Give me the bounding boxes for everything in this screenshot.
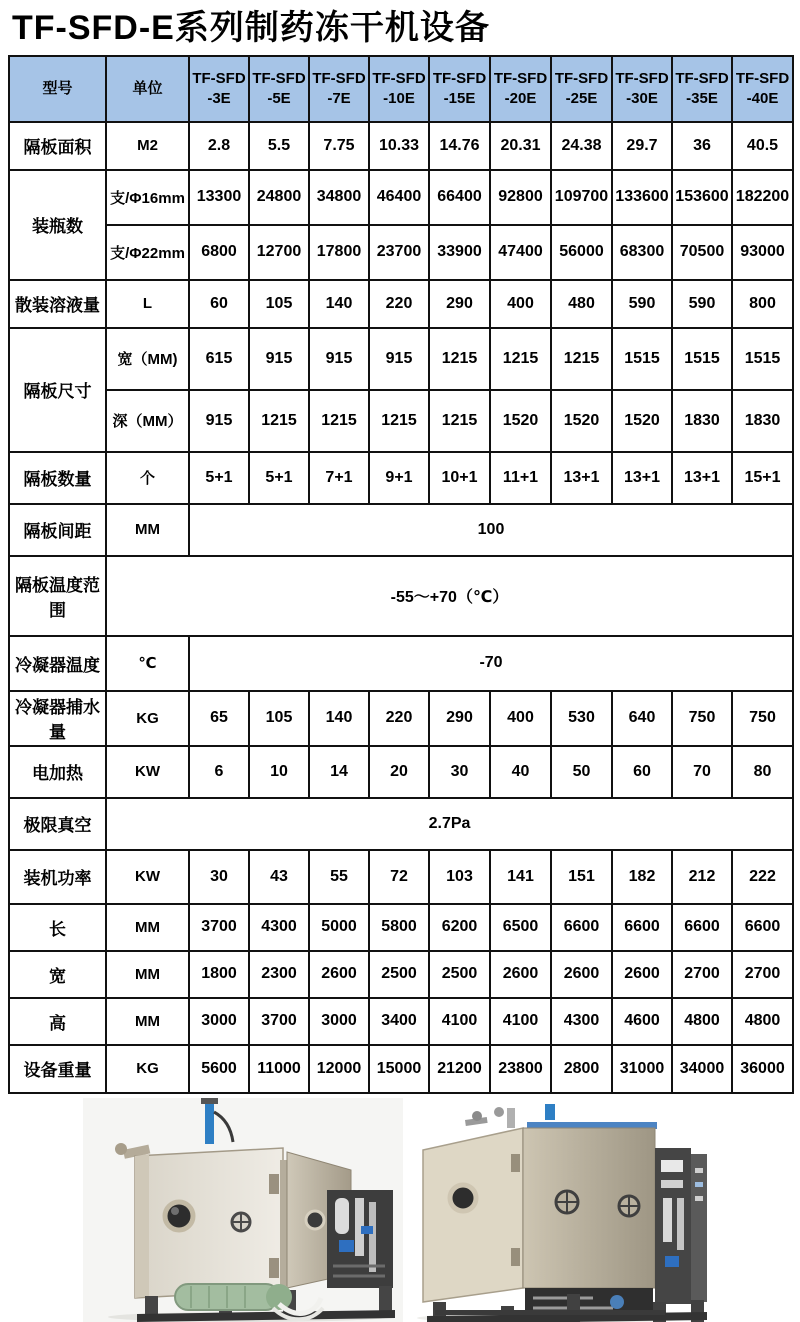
value-cell: 182 — [612, 850, 672, 904]
model-header-cell — [369, 56, 429, 122]
table-row — [9, 636, 793, 691]
value-cell: 2600 — [309, 951, 369, 998]
unit-cell: 个 — [106, 452, 189, 504]
value-cell: 640 — [612, 691, 672, 746]
page-title: TF-SFD-E系列制药冻干机设备 — [12, 9, 490, 47]
value-cell: 141 — [490, 850, 551, 904]
table-row — [9, 798, 793, 850]
value-cell: 10 — [249, 746, 309, 798]
value-cell: 7.75 — [309, 122, 369, 170]
value-cell: 93000 — [732, 225, 793, 280]
value-cell: 109700 — [551, 170, 612, 225]
row-label-cell: 极限真空 — [9, 798, 106, 850]
row-label-cell: 散装溶液量 — [9, 280, 106, 328]
model-suffix: -25E — [565, 89, 598, 107]
table-row — [9, 452, 793, 504]
unit-cell: MM — [106, 904, 189, 951]
unit-cell: MM — [106, 504, 189, 556]
unit-column-header: 单位 — [106, 56, 189, 122]
value-cell: 17800 — [309, 225, 369, 280]
value-cell: 34000 — [672, 1045, 732, 1093]
model-prefix: TF-SFD — [252, 69, 306, 87]
value-cell: 34800 — [309, 170, 369, 225]
value-cell: 1520 — [490, 390, 551, 452]
value-cell: 3000 — [189, 998, 249, 1045]
value-cell: 55 — [309, 850, 369, 904]
product-photos — [0, 1096, 800, 1322]
freeze-dryer-photo-right — [407, 1098, 717, 1322]
unit-cell: 宽（MM) — [106, 328, 189, 390]
model-suffix: -3E — [207, 89, 231, 107]
value-cell: 31000 — [612, 1045, 672, 1093]
value-cell: 4800 — [732, 998, 793, 1045]
value-cell: 20 — [369, 746, 429, 798]
value-cell: 140 — [309, 280, 369, 328]
row-label-cell: 隔板间距 — [9, 504, 106, 556]
value-cell: 5600 — [189, 1045, 249, 1093]
value-cell: 1215 — [490, 328, 551, 390]
value-cell: 2300 — [249, 951, 309, 998]
value-cell: 29.7 — [612, 122, 672, 170]
value-cell: 30 — [189, 850, 249, 904]
table-row — [9, 390, 793, 452]
value-cell: 590 — [612, 280, 672, 328]
value-cell: 290 — [429, 691, 490, 746]
merged-value-cell: 100 — [189, 504, 793, 556]
spec-table-body — [9, 122, 793, 1093]
value-cell: 4800 — [672, 998, 732, 1045]
value-cell: 222 — [732, 850, 793, 904]
model-prefix: TF-SFD — [192, 69, 246, 87]
model-suffix: -35E — [686, 89, 718, 107]
model-prefix: TF-SFD — [735, 69, 790, 87]
control-cabinet — [691, 1154, 707, 1302]
value-cell: 47400 — [490, 225, 551, 280]
row-label-cell: 装瓶数 — [9, 170, 106, 280]
value-cell: 750 — [672, 691, 732, 746]
value-cell: 2600 — [551, 951, 612, 998]
value-cell: 46400 — [369, 170, 429, 225]
value-cell: 72 — [369, 850, 429, 904]
value-cell: 36 — [672, 122, 732, 170]
value-cell: 5800 — [369, 904, 429, 951]
unit-cell: 支/Φ16mm — [106, 170, 189, 225]
value-cell: 290 — [429, 280, 490, 328]
unit-cell: M2 — [106, 122, 189, 170]
value-cell: 66400 — [429, 170, 490, 225]
value-cell: 92800 — [490, 170, 551, 225]
value-cell: 2.8 — [189, 122, 249, 170]
unit-cell: ℃ — [106, 636, 189, 691]
unit-cell: MM — [106, 951, 189, 998]
value-cell: 20.31 — [490, 122, 551, 170]
model-header-cell — [490, 56, 551, 122]
table-row — [9, 122, 793, 170]
value-cell: 6600 — [672, 904, 732, 951]
value-cell: 30 — [429, 746, 490, 798]
value-cell: 3700 — [189, 904, 249, 951]
value-cell: 1515 — [672, 328, 732, 390]
model-header-cell — [429, 56, 490, 122]
value-cell: 5+1 — [249, 452, 309, 504]
value-cell: 33900 — [429, 225, 490, 280]
value-cell: 10.33 — [369, 122, 429, 170]
value-cell: 70 — [672, 746, 732, 798]
value-cell: 12700 — [249, 225, 309, 280]
value-cell: 3000 — [309, 998, 369, 1045]
value-cell: 2600 — [612, 951, 672, 998]
value-cell: 1800 — [189, 951, 249, 998]
value-cell: 15+1 — [732, 452, 793, 504]
value-cell: 43 — [249, 850, 309, 904]
value-cell: 4100 — [429, 998, 490, 1045]
row-label-cell: 隔板尺寸 — [9, 328, 106, 452]
value-cell: 13+1 — [551, 452, 612, 504]
model-prefix: TF-SFD — [372, 69, 426, 87]
value-cell: 140 — [309, 691, 369, 746]
value-cell: 24800 — [249, 170, 309, 225]
model-prefix: TF-SFD — [312, 69, 366, 87]
porthole-window — [450, 1185, 476, 1211]
value-cell: 13+1 — [612, 452, 672, 504]
value-cell: 105 — [249, 280, 309, 328]
row-label-cell: 冷凝器捕水量 — [9, 691, 106, 746]
model-header-cell — [551, 56, 612, 122]
table-row — [9, 504, 793, 556]
value-cell: 6 — [189, 746, 249, 798]
value-cell: 530 — [551, 691, 612, 746]
row-label-cell: 高 — [9, 998, 106, 1045]
value-cell: 50 — [551, 746, 612, 798]
table-row — [9, 280, 793, 328]
model-header-cell — [672, 56, 732, 122]
value-cell: 6600 — [612, 904, 672, 951]
model-suffix: -10E — [383, 89, 415, 107]
model-suffix: -40E — [746, 89, 779, 107]
value-cell: 1215 — [309, 390, 369, 452]
merged-value-cell: 2.7Pa — [106, 798, 793, 850]
value-cell: 1215 — [429, 390, 490, 452]
value-cell: 915 — [189, 390, 249, 452]
value-cell: 400 — [490, 280, 551, 328]
unit-cell: KG — [106, 1045, 189, 1093]
value-cell: 7+1 — [309, 452, 369, 504]
value-cell: 220 — [369, 691, 429, 746]
value-cell: 3700 — [249, 998, 309, 1045]
table-row — [9, 1045, 793, 1093]
model-prefix: TF-SFD — [615, 69, 669, 87]
value-cell: 103 — [429, 850, 490, 904]
value-cell: 480 — [551, 280, 612, 328]
model-prefix: TF-SFD — [675, 69, 729, 87]
row-label-cell: 长 — [9, 904, 106, 951]
table-row — [9, 951, 793, 998]
unit-cell: 深（MM） — [106, 390, 189, 452]
value-cell: 13+1 — [672, 452, 732, 504]
value-cell: 2700 — [672, 951, 732, 998]
row-label-cell: 隔板面积 — [9, 122, 106, 170]
unit-cell: MM — [106, 998, 189, 1045]
value-cell: 1830 — [732, 390, 793, 452]
table-row — [9, 225, 793, 280]
value-cell: 1215 — [551, 328, 612, 390]
vacuum-pipe — [205, 1100, 214, 1144]
value-cell: 5.5 — [249, 122, 309, 170]
spec-table-header — [9, 56, 793, 122]
model-header-cell — [612, 56, 672, 122]
value-cell: 1215 — [369, 390, 429, 452]
value-cell: 11000 — [249, 1045, 309, 1093]
value-cell: 151 — [551, 850, 612, 904]
merged-value-cell: -55～+70（℃） — [106, 556, 793, 636]
value-cell: 153600 — [672, 170, 732, 225]
porthole-window — [165, 1202, 193, 1230]
value-cell: 182200 — [732, 170, 793, 225]
model-prefix: TF-SFD — [493, 69, 548, 87]
value-cell: 4100 — [490, 998, 551, 1045]
value-cell: 915 — [249, 328, 309, 390]
value-cell: 60 — [612, 746, 672, 798]
value-cell: 400 — [490, 691, 551, 746]
value-cell: 1515 — [612, 328, 672, 390]
value-cell: 6500 — [490, 904, 551, 951]
model-suffix: -7E — [327, 89, 351, 107]
value-cell: 615 — [189, 328, 249, 390]
value-cell: 1830 — [672, 390, 732, 452]
value-cell: 4300 — [551, 998, 612, 1045]
table-row — [9, 328, 793, 390]
value-cell: 11+1 — [490, 452, 551, 504]
unit-cell: KG — [106, 691, 189, 746]
value-cell: 60 — [189, 280, 249, 328]
merged-value-cell: -70 — [189, 636, 793, 691]
value-cell: 1520 — [612, 390, 672, 452]
value-cell: 40.5 — [732, 122, 793, 170]
value-cell: 13300 — [189, 170, 249, 225]
value-cell: 800 — [732, 280, 793, 328]
value-cell: 80 — [732, 746, 793, 798]
value-cell: 21200 — [429, 1045, 490, 1093]
row-label-cell: 装机功率 — [9, 850, 106, 904]
value-cell: 23700 — [369, 225, 429, 280]
value-cell: 1520 — [551, 390, 612, 452]
table-row — [9, 746, 793, 798]
value-cell: 24.38 — [551, 122, 612, 170]
spec-table — [8, 55, 794, 1094]
value-cell: 133600 — [612, 170, 672, 225]
model-prefix: TF-SFD — [554, 69, 609, 87]
table-row — [9, 850, 793, 904]
value-cell: 6600 — [732, 904, 793, 951]
value-cell: 2600 — [490, 951, 551, 998]
value-cell: 220 — [369, 280, 429, 328]
chamber-door — [423, 1128, 523, 1302]
value-cell: 36000 — [732, 1045, 793, 1093]
value-cell: 70500 — [672, 225, 732, 280]
value-cell: 65 — [189, 691, 249, 746]
row-label-cell: 电加热 — [9, 746, 106, 798]
value-cell: 6800 — [189, 225, 249, 280]
model-header-cell — [732, 56, 793, 122]
unit-cell: 支/Φ22mm — [106, 225, 189, 280]
table-row — [9, 170, 793, 225]
value-cell: 3400 — [369, 998, 429, 1045]
value-cell: 4300 — [249, 904, 309, 951]
value-cell: 105 — [249, 691, 309, 746]
value-cell: 915 — [369, 328, 429, 390]
value-cell: 10+1 — [429, 452, 490, 504]
value-cell: 1515 — [732, 328, 793, 390]
value-cell: 6600 — [551, 904, 612, 951]
value-cell: 750 — [732, 691, 793, 746]
value-cell: 56000 — [551, 225, 612, 280]
table-row — [9, 998, 793, 1045]
row-label-cell: 宽 — [9, 951, 106, 998]
vacuum-pipe — [545, 1104, 555, 1120]
value-cell: 2800 — [551, 1045, 612, 1093]
unit-cell: KW — [106, 746, 189, 798]
value-cell: 14 — [309, 746, 369, 798]
model-suffix: -20E — [504, 89, 537, 107]
unit-cell: L — [106, 280, 189, 328]
model-suffix: -5E — [267, 89, 291, 107]
row-label-cell: 隔板数量 — [9, 452, 106, 504]
value-cell: 2700 — [732, 951, 793, 998]
value-cell: 5+1 — [189, 452, 249, 504]
unit-cell: KW — [106, 850, 189, 904]
header-row — [9, 56, 793, 122]
value-cell: 590 — [672, 280, 732, 328]
value-cell: 212 — [672, 850, 732, 904]
value-cell: 1215 — [429, 328, 490, 390]
value-cell: 12000 — [309, 1045, 369, 1093]
model-suffix: -15E — [443, 89, 476, 107]
value-cell: 14.76 — [429, 122, 490, 170]
model-suffix: -30E — [626, 89, 658, 107]
row-label-cell: 隔板温度范围 — [9, 556, 106, 636]
value-cell: 5000 — [309, 904, 369, 951]
value-cell: 1215 — [249, 390, 309, 452]
freeze-dryer-photo-left — [83, 1098, 403, 1322]
chamber-door — [135, 1148, 283, 1298]
row-label-cell: 设备重量 — [9, 1045, 106, 1093]
model-header-cell — [189, 56, 249, 122]
value-cell: 2500 — [429, 951, 490, 998]
value-cell: 9+1 — [369, 452, 429, 504]
model-column-header: 型号 — [9, 56, 106, 122]
row-label-cell: 冷凝器温度 — [9, 636, 106, 691]
value-cell: 40 — [490, 746, 551, 798]
model-prefix: TF-SFD — [432, 69, 487, 87]
value-cell: 2500 — [369, 951, 429, 998]
value-cell: 6200 — [429, 904, 490, 951]
value-cell: 23800 — [490, 1045, 551, 1093]
table-row — [9, 556, 793, 636]
table-row — [9, 691, 793, 746]
model-header-cell — [249, 56, 309, 122]
value-cell: 4600 — [612, 998, 672, 1045]
value-cell: 68300 — [612, 225, 672, 280]
model-header-cell — [309, 56, 369, 122]
value-cell: 15000 — [369, 1045, 429, 1093]
table-row — [9, 904, 793, 951]
value-cell: 915 — [309, 328, 369, 390]
